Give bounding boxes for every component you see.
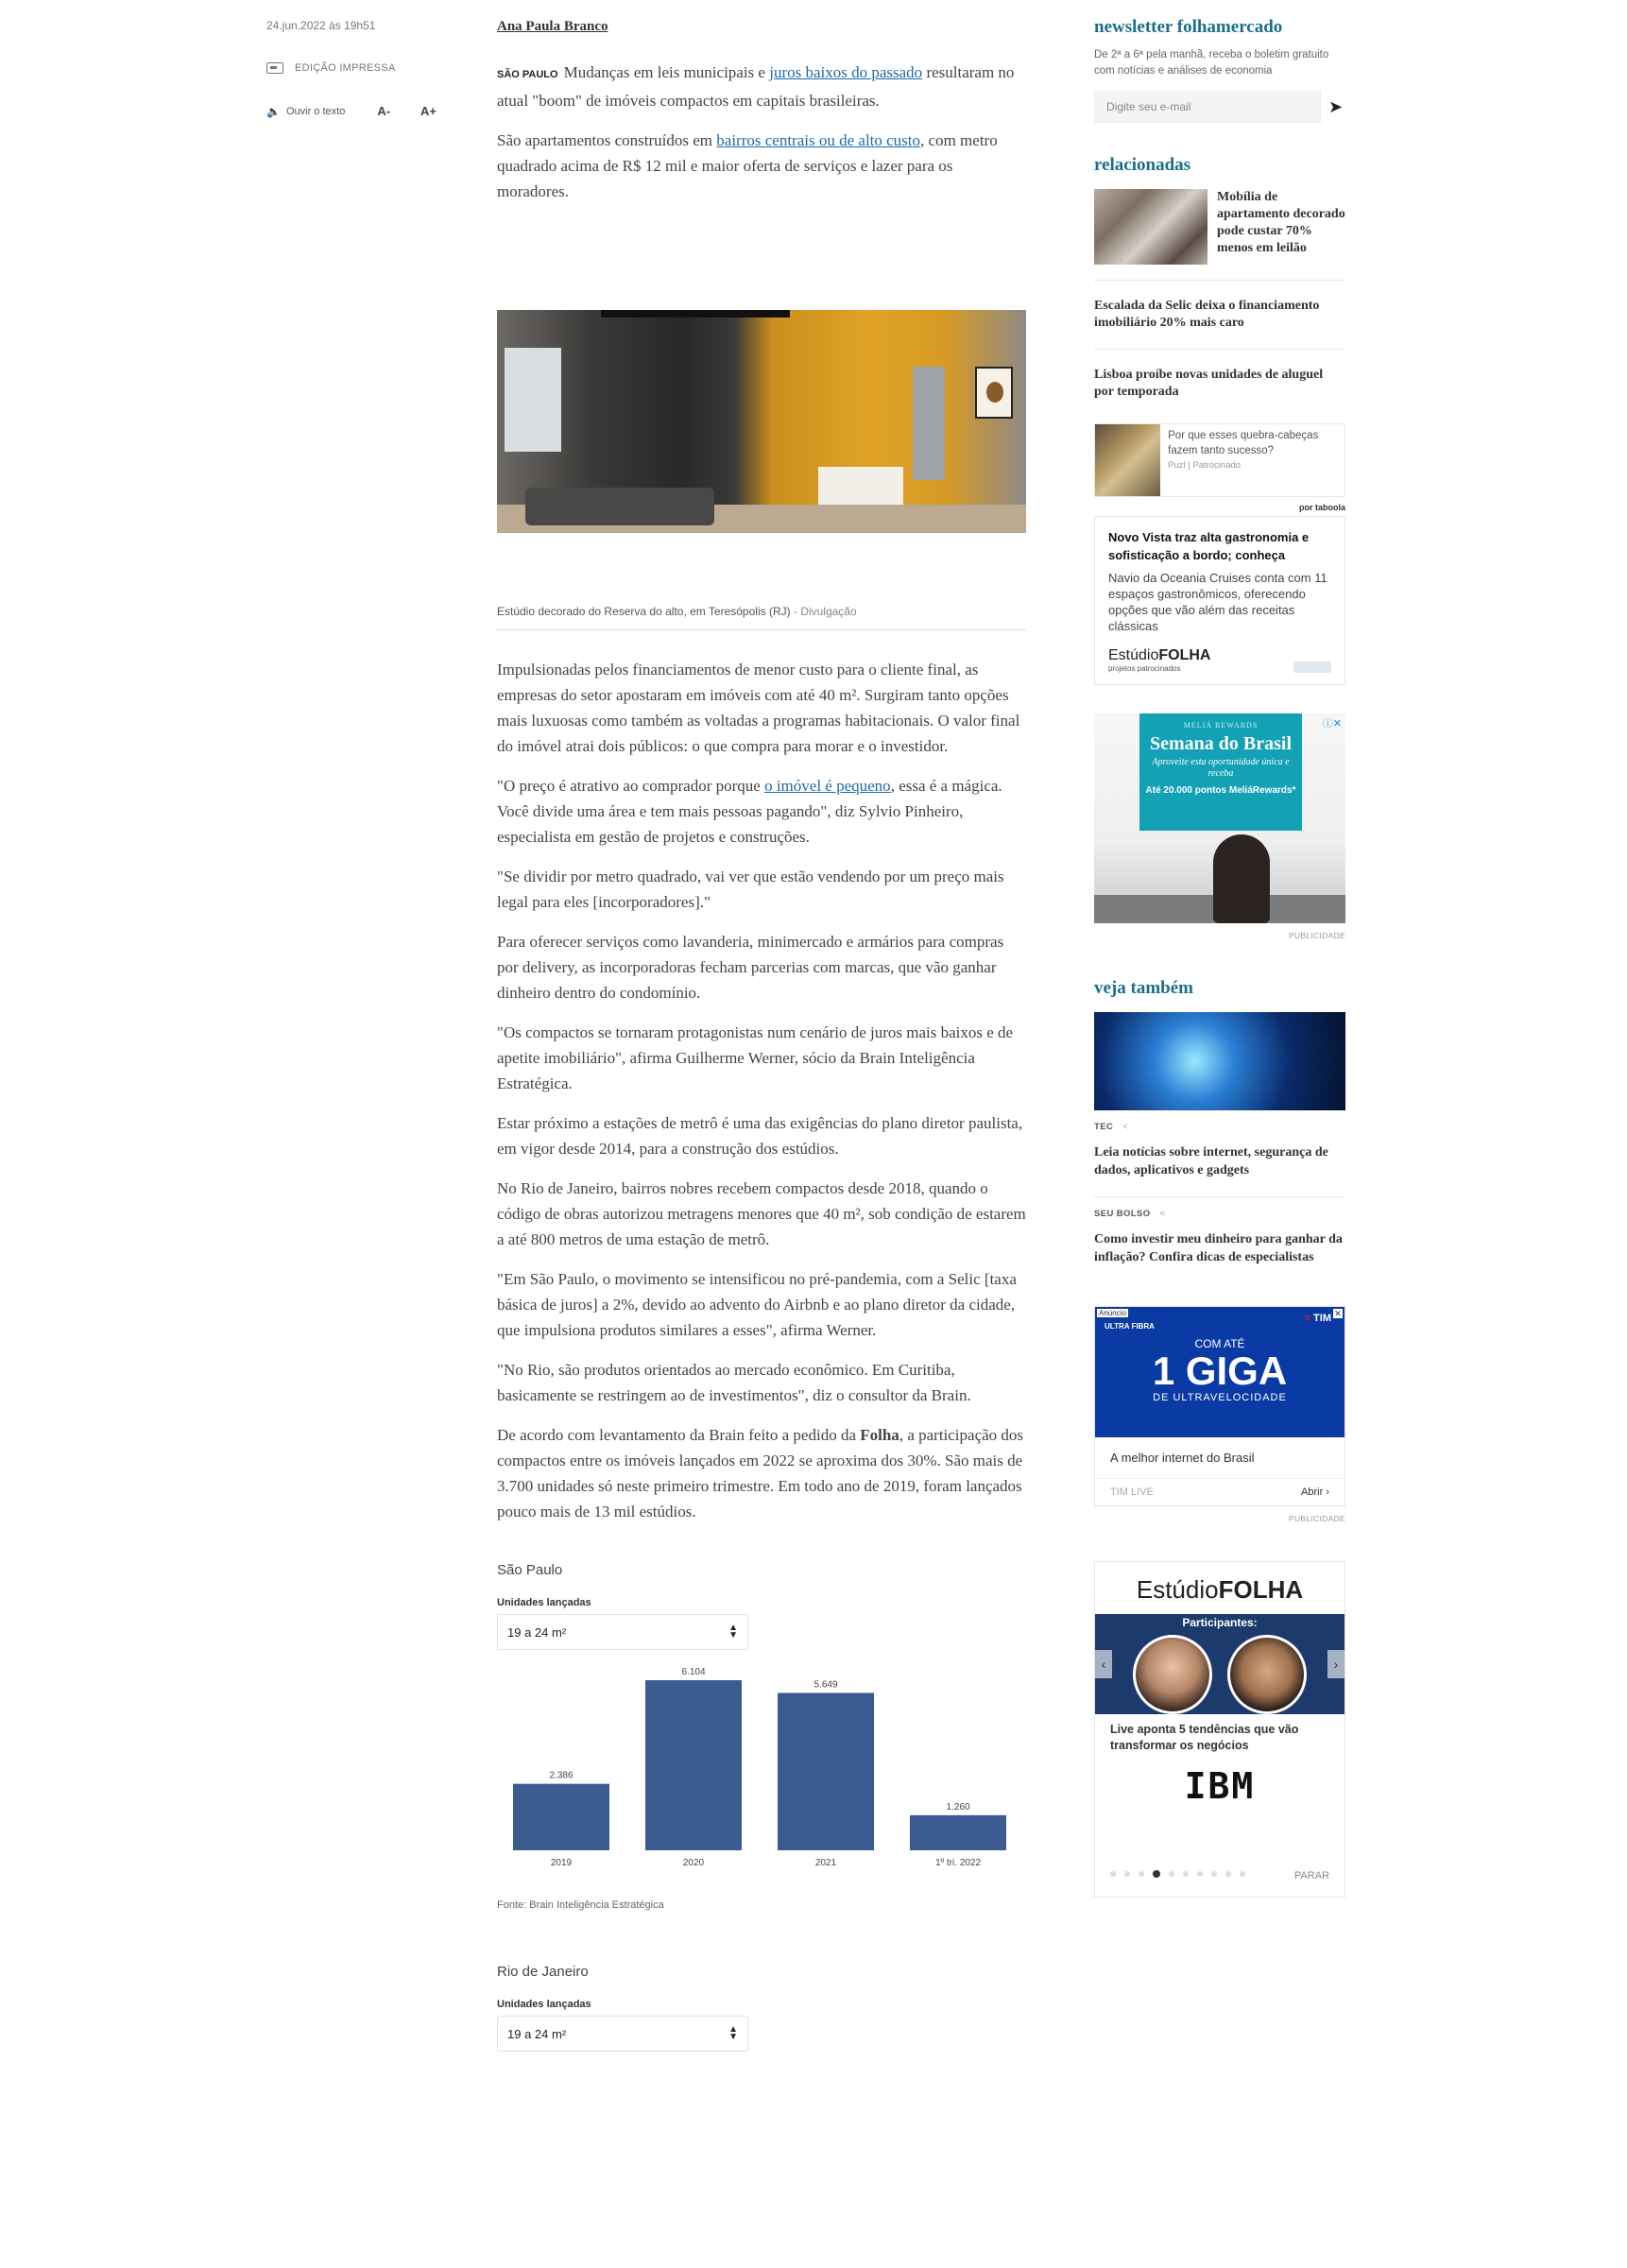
- logo-subtitle: projetos patrocinados: [1108, 664, 1181, 673]
- article-link[interactable]: juros baixos do passado: [769, 63, 923, 81]
- paragraph: Para oferecer serviços como lavanderia, minimercado e armários para compras por delivery, as incorporadoras fecham parcerias com marcas, que vão ganhar dinheiro dentro do condomínio.: [497, 933, 1004, 1002]
- paragraph: Estar próximo a estações de metrô é uma das exigências do plano diretor paulista, em vigor desde 2014, para a construção dos estúdios.: [497, 1114, 1023, 1158]
- ad-line: DE ULTRAVELOCIDADE: [1153, 1392, 1287, 1403]
- bar-value-label: 2.386: [549, 1770, 574, 1781]
- speaker-icon[interactable]: 🔈: [266, 104, 281, 118]
- taboola-source: Puzl | Patrocinado: [1168, 460, 1242, 471]
- chevron-right-icon[interactable]: ›: [1327, 1650, 1344, 1678]
- related-title: relacionadas: [1094, 155, 1191, 175]
- text: São apartamentos construídos em: [497, 131, 717, 149]
- select-value: 19 a 24 m²: [507, 1624, 567, 1640]
- ad-brand: MELIÁ REWARDS: [1183, 721, 1259, 730]
- paragraph: "Os compactos se tornaram protagonistas num cenário de juros mais baixos e de apetite imobiliário", afirma Guilherme Werner, sócio da Brain Inteligência Estratégica.: [497, 1023, 1014, 1092]
- article-photo[interactable]: [497, 310, 1026, 533]
- share-icon[interactable]: <: [1122, 1122, 1129, 1132]
- estudio-folha-carousel[interactable]: [1094, 1561, 1345, 1898]
- select-value: 19 a 24 m²: [507, 2026, 567, 2041]
- x-tick-label: 2021: [814, 1858, 837, 1868]
- chart-filter-label: Unidades lançadas: [497, 1597, 591, 1608]
- chart-rio: [497, 1964, 1026, 2052]
- photo-credit: Divulgação: [800, 605, 857, 618]
- text: , com metro quadrado acima de R$ 12 mil e maior oferta de serviços e lazer para os moradores.: [497, 131, 998, 200]
- adchoices-icon[interactable]: ⓘ✕: [1322, 718, 1342, 730]
- related-section: [1094, 155, 1345, 418]
- chart-city-title: Rio de Janeiro: [497, 1964, 589, 1980]
- taboola-credit[interactable]: por taboola: [1299, 503, 1345, 512]
- carousel-dot[interactable]: [1110, 1871, 1116, 1877]
- see-also-kicker: [1094, 1122, 1345, 1132]
- ad-person: [1213, 834, 1270, 923]
- article-text: [497, 657, 1026, 1524]
- stop-button[interactable]: PARAR: [1293, 1870, 1329, 1881]
- carousel-dot[interactable]: [1169, 1871, 1174, 1877]
- carousel-dot[interactable]: [1240, 1871, 1245, 1877]
- carousel-headline[interactable]: Live aponta 5 tendências que vão transformar os negócios: [1110, 1723, 1299, 1752]
- ad-title: Semana do Brasil: [1149, 733, 1293, 754]
- bar-value-label: 5.649: [814, 1679, 838, 1691]
- chevron-right-icon: ›: [1326, 1486, 1329, 1498]
- bar-2020[interactable]: [645, 1680, 742, 1850]
- caption-separator: -: [790, 605, 801, 618]
- ad-product: ULTRA FIBRA: [1105, 1322, 1155, 1331]
- ad-card[interactable]: [1139, 713, 1302, 831]
- carousel-dot[interactable]: [1139, 1871, 1144, 1877]
- ad-line: COM ATÉ: [1194, 1337, 1245, 1350]
- ceiling-light-track: [601, 310, 790, 318]
- bar-1º-tri.-2022[interactable]: [910, 1815, 1006, 1850]
- paragraph: [497, 60, 1026, 113]
- paragraph: "Em São Paulo, o movimento se intensificou no pré-pandemia, com a Selic [taxa básica de juros] a 2%, devido ao advento do Airbnb e ao plano diretor da cidade, que impulsiona produtos similares a esses", afirma Werner.: [497, 1270, 1017, 1339]
- kicker-text: TEC: [1094, 1122, 1114, 1132]
- size-filter-select[interactable]: [497, 2016, 748, 2052]
- paragraph: "No Rio, são produtos orientados ao mercado econômico. Em Curitiba, basicamente se restringem ao de investimentos", diz o consultor da Brain.: [497, 1361, 971, 1404]
- close-icon[interactable]: ✕: [1334, 1309, 1342, 1318]
- chevron-left-icon[interactable]: ‹: [1095, 1650, 1112, 1678]
- ad-headline: 1 GIGA: [1152, 1349, 1288, 1393]
- bar-chart: [497, 1661, 1026, 1879]
- see-also-title: veja também: [1094, 978, 1193, 998]
- tim-mark-icon: ≡: [1304, 1313, 1310, 1324]
- see-also-item[interactable]: [1094, 1110, 1345, 1197]
- dateline: SÃO PAULO: [497, 69, 558, 80]
- article-link[interactable]: bairros centrais ou de alto custo: [716, 131, 921, 149]
- ibm-logo: IBM: [1184, 1765, 1256, 1807]
- reading-tools: [266, 104, 455, 118]
- taboola-text[interactable]: [1160, 424, 1344, 496]
- print-edition-link[interactable]: [266, 62, 455, 74]
- ad-tag: Anúncio: [1099, 1309, 1126, 1317]
- puzzle-thumbnail[interactable]: [1095, 424, 1160, 496]
- open-button[interactable]: [1301, 1486, 1329, 1498]
- tim-logo: [1305, 1313, 1331, 1324]
- logo-text: Estúdio: [1136, 1575, 1219, 1604]
- text: resultaram no atual "boom" de imóveis compactos em capitais brasileiras.: [497, 63, 1015, 110]
- see-also-item[interactable]: [1094, 1197, 1345, 1283]
- ad-subtitle: Aproveite esta oportunidade única e receba: [1152, 757, 1290, 779]
- paragraph: [497, 128, 1026, 204]
- tech-image[interactable]: [1094, 1012, 1345, 1110]
- carousel-dot-active[interactable]: [1153, 1870, 1160, 1878]
- chart-city-title: São Paulo: [497, 1562, 563, 1578]
- newsletter-description: De 2ª a 6ª pela manhã, receba o boletim gratuito com notícias e análises de economia: [1094, 49, 1329, 77]
- open-label: Abrir: [1301, 1486, 1324, 1498]
- article-body: [497, 19, 1026, 2052]
- avatar: [1133, 1635, 1212, 1714]
- tim-banner[interactable]: [1095, 1307, 1344, 1437]
- paragraph: "Se dividir por metro quadrado, vai ver que estão vendendo por um preço mais legal para eles [incorporadores].": [497, 868, 1004, 911]
- avatar: [1227, 1635, 1307, 1714]
- bar-value-label: 6.104: [681, 1667, 706, 1677]
- carousel-dots: [1110, 1870, 1245, 1878]
- x-tick-label: 1º tri. 2022: [934, 1858, 982, 1868]
- logo-text: FOLHA: [1218, 1575, 1304, 1604]
- related-thumbnail[interactable]: [1094, 189, 1207, 265]
- publish-date: 24.jun.2022 às 19h51: [266, 19, 376, 32]
- size-filter-select[interactable]: [497, 1614, 748, 1650]
- x-tick-label: 2020: [682, 1858, 705, 1868]
- sponsor-logo: [1293, 662, 1331, 673]
- paragraph: [497, 773, 1026, 850]
- ad-offer: Até 20.000 pontos MeliáRewards*: [1145, 785, 1296, 796]
- print-edition-label: EDIÇÃO IMPRESSA: [295, 62, 396, 74]
- related-item[interactable]: Escalada da Selic deixa o financiamento imobiliário 20% mais caro: [1094, 281, 1345, 350]
- logo-text: Estúdio: [1108, 647, 1159, 663]
- text: "O preço é atrativo ao comprador porque: [497, 777, 765, 795]
- ad-footer: [1095, 1479, 1344, 1505]
- text: , essa é a mágica. Você divide uma área e tem mais pessoas pagando", diz Sylvio Pinheiro, especialista em gestão de projetos e construções.: [497, 777, 1002, 846]
- email-field[interactable]: Digite seu e-mail: [1094, 91, 1321, 123]
- carousel-dot[interactable]: [1225, 1871, 1231, 1877]
- newsletter-title: newsletter folhamercado: [1094, 17, 1283, 37]
- ad-label: PUBLICIDADE: [1289, 931, 1345, 940]
- tim-ad[interactable]: [1094, 1306, 1345, 1506]
- see-also-section: [1094, 978, 1345, 1283]
- taboola-card[interactable]: [1094, 423, 1345, 497]
- wall-frame: [975, 367, 1013, 419]
- text: De acordo com levantamento da Brain feito a pedido da: [497, 1426, 861, 1444]
- estudio-folha-logo: [1108, 647, 1210, 673]
- bar-2021[interactable]: [778, 1692, 874, 1850]
- author-name[interactable]: Ana Paula Branco: [497, 19, 608, 34]
- sofa: [525, 488, 714, 525]
- sponsored-footer: [1108, 647, 1331, 673]
- chart-sao-paulo: [497, 1562, 1026, 1911]
- updown-icon: ▲ ▼: [728, 1623, 738, 1641]
- send-arrow-icon[interactable]: ➤: [1328, 96, 1344, 116]
- x-tick-label: 2019: [550, 1858, 573, 1868]
- paragraph: No Rio de Janeiro, bairros nobres recebem compactos desde 2018, quando o código de obras autorizou metragens menores que 40 m², sob condição de estarem a até 800 metros de uma estação de metrô.: [497, 1179, 1026, 1248]
- sponsored-card[interactable]: [1094, 516, 1345, 685]
- taboola-headline[interactable]: Por que esses quebra-cabeças fazem tanto sucesso?: [1168, 430, 1319, 456]
- newsletter-box: [1094, 17, 1345, 123]
- paragraph: [497, 1422, 1026, 1524]
- see-also-kicker: [1094, 1209, 1345, 1219]
- newspaper-name: Folha: [860, 1426, 899, 1444]
- logo-text: FOLHA: [1158, 647, 1211, 663]
- sidebar: [1094, 17, 1345, 1898]
- kicker-text: SEU BOLSO: [1094, 1209, 1151, 1219]
- carousel-dot[interactable]: [1124, 1871, 1130, 1877]
- related-item[interactable]: Lisboa proíbe novas unidades de aluguel por temporada: [1094, 368, 1324, 399]
- estudio-folha-logo: [1095, 1575, 1344, 1605]
- carousel-dot[interactable]: [1183, 1871, 1189, 1877]
- photo-caption: [497, 605, 1026, 630]
- related-headline[interactable]: Mobília de apartamento decorado pode custar 70% menos em leilão: [1217, 190, 1345, 255]
- participants-banner[interactable]: [1095, 1614, 1344, 1714]
- fridge: [913, 367, 945, 480]
- participants-title: Participantes:: [1182, 1616, 1258, 1629]
- ad-text[interactable]: A melhor internet do Brasil: [1095, 1437, 1344, 1479]
- sponsored-headline[interactable]: Novo Vista traz alta gastronomia e sofisticação a bordo; conheça: [1108, 530, 1310, 562]
- see-also-headline[interactable]: Leia notícias sobre internet, segurança de dados, aplicativos e gadgets: [1094, 1145, 1328, 1177]
- newsletter-form: [1094, 91, 1345, 123]
- text: Mudanças em leis municipais e: [563, 63, 770, 81]
- carousel-dot[interactable]: [1211, 1871, 1217, 1877]
- chart-filter-label: Unidades lançadas: [497, 1999, 591, 2010]
- font-larger-button[interactable]: A+: [420, 104, 437, 118]
- share-icon[interactable]: <: [1159, 1209, 1166, 1219]
- article-link[interactable]: o imóvel é pequeno: [764, 777, 891, 795]
- updown-icon: ▲ ▼: [728, 2024, 738, 2042]
- ad-label: PUBLICIDADE: [1289, 1514, 1345, 1523]
- logo-text: TIM: [1313, 1313, 1331, 1324]
- carousel-dot[interactable]: [1197, 1871, 1203, 1877]
- font-smaller-button[interactable]: A-: [377, 104, 391, 118]
- bar-2019[interactable]: [513, 1784, 609, 1850]
- newspaper-icon: [266, 62, 283, 74]
- sponsored-description: Navio da Oceania Cruises conta com 11 espaços gastronômicos, oferecendo opções que vão além das receitas clássicas: [1108, 571, 1327, 633]
- see-also-headline[interactable]: Como investir meu dinheiro para ganhar da inflação? Confira dicas de especialistas: [1094, 1232, 1343, 1264]
- text: , a participação dos compactos entre os imóveis lançados em 2022 se aproxima dos 30%. São mais de 3.700 unidades só neste primeiro trimestre. Em todo ano de 2019, foram lançados pouco mais de 13 mil estúdios.: [497, 1426, 1024, 1521]
- related-item[interactable]: [1094, 189, 1345, 281]
- article-tools: [266, 19, 455, 118]
- kitchen-counter: [818, 467, 903, 505]
- listen-button[interactable]: Ouvir o texto: [285, 105, 346, 117]
- paragraph: Impulsionadas pelos financiamentos de menor custo para o cliente final, as empresas do setor apostaram em imóveis com até 40 m². Surgiram tanto opções mais luxuosas como também as voltadas a programas habitacionais. O valor final do imóvel atrai dois públicos: o que compra para morar e o investidor.: [497, 661, 1020, 755]
- melia-ad[interactable]: [1094, 713, 1345, 923]
- ad-source: TIM LIVE: [1110, 1486, 1154, 1498]
- window: [505, 348, 561, 452]
- chart-source: Fonte: Brain Inteligência Estratégica: [497, 1899, 664, 1911]
- caption-text: Estúdio decorado do Reserva do alto, em Teresópolis (RJ): [497, 605, 791, 618]
- bar-value-label: 1.260: [946, 1801, 970, 1813]
